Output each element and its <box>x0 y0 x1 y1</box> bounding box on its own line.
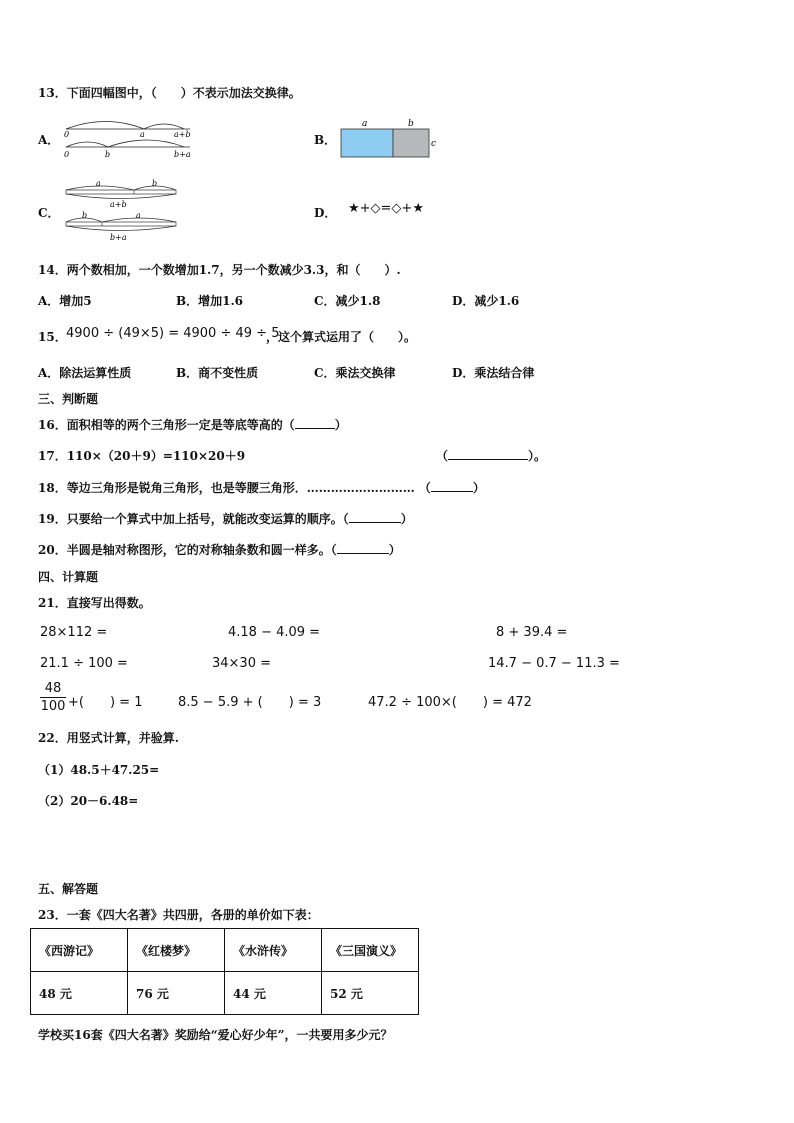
q17-answer <box>436 447 546 464</box>
fraction-denominator: 100 <box>40 699 66 714</box>
calc-item: 8.5 − 5.9 + ( ) = 3 <box>178 695 322 710</box>
label-0: 0 <box>64 130 70 139</box>
q18-text: 18．等边三角形是锐角三角形，也是等腰三角形．……………………… （ <box>38 481 431 495</box>
q22-part-2: （2）20－6.48= <box>38 794 139 808</box>
label-b: b <box>408 119 414 129</box>
q16-close: ） <box>334 418 347 432</box>
table-header-cell: 《红楼梦》 <box>128 929 225 972</box>
table-cell: 52 元 <box>322 972 419 1015</box>
star-diamond-expression: ★+◇=◇+★ <box>348 201 424 216</box>
q13-option-a-label: A． <box>38 133 60 147</box>
answer-blank[interactable] <box>349 511 401 523</box>
q18 <box>38 479 485 496</box>
q16-text: 16．面积相等的两个三角形一定是等底等高的（ <box>38 418 295 432</box>
q15-formula: 4900 ÷ (49×5) = 4900 ÷ 49 ÷ 5 <box>66 326 280 341</box>
q19-close: ） <box>400 512 413 526</box>
label-a-plus-b: a+b <box>174 130 191 139</box>
table-header-cell: 《三国演义》 <box>322 929 419 972</box>
q19-text: 19．只要给一个算式中加上括号，就能改变运算的顺序。（ <box>38 512 349 526</box>
rectangle-diagram <box>338 116 442 160</box>
table-header-cell: 《水浒传》 <box>225 929 322 972</box>
price-table <box>30 928 419 1015</box>
calc-item: 14.7 − 0.7 − 11.3 = <box>488 656 620 671</box>
calc-item: 28×112 = <box>40 625 108 640</box>
table-header-row <box>31 929 419 972</box>
answer-blank[interactable] <box>448 448 528 460</box>
label-b: b <box>152 179 158 188</box>
label-a: a <box>136 211 141 220</box>
q14-option-a: A．增加5 <box>38 294 92 308</box>
q13-option-c-label: C． <box>38 206 60 220</box>
table-cell: 76 元 <box>128 972 225 1015</box>
q13-option-b-label: B． <box>314 133 337 147</box>
label-0: 0 <box>64 150 70 159</box>
table-header-cell: 《西游记》 <box>31 929 128 972</box>
label-a: a <box>140 130 145 139</box>
segment-diagram <box>60 176 184 246</box>
q15-option-d: D．乘法结合律 <box>452 366 535 380</box>
label-a: a <box>362 119 368 129</box>
calc-item: 34×30 = <box>212 656 272 671</box>
q15-option-a: A．除法运算性质 <box>38 366 132 380</box>
label-a-plus-b: a+b <box>110 200 127 209</box>
q18-close: ） <box>472 481 485 495</box>
calc-item: 8 + 39.4 = <box>496 625 568 640</box>
q14-option-c: C．减少1.8 <box>314 294 381 308</box>
calc-item: +( ) = 1 <box>68 695 143 710</box>
table-cell: 44 元 <box>225 972 322 1015</box>
calc-item: 4.18 − 4.09 = <box>228 625 321 640</box>
label-a: a <box>96 179 101 188</box>
q17-open: （ <box>436 449 449 463</box>
q20-text: 20．半圆是轴对称图形，它的对称轴条数和圆一样多。（ <box>38 543 337 557</box>
q15-tail: ，这个算式运用了（ ）。 <box>266 330 417 344</box>
q20 <box>38 541 401 558</box>
table-cell: 48 元 <box>31 972 128 1015</box>
calc-item: 47.2 ÷ 100×( ) = 472 <box>368 695 532 710</box>
q22-stem: 22．用竖式计算，并验算. <box>38 731 179 745</box>
q20-close: ） <box>388 543 401 557</box>
label-b: b <box>82 211 88 220</box>
label-c: c <box>431 139 437 149</box>
q15-option-b: B．商不变性质 <box>176 366 259 380</box>
q15-number: 15． <box>38 330 67 344</box>
q14-option-b: B．增加1.6 <box>176 294 244 308</box>
number-line-diagram <box>60 116 200 162</box>
answer-blank[interactable] <box>431 480 473 492</box>
q17-close: ）。 <box>528 449 547 463</box>
section-heading: 四、计算题 <box>38 570 99 584</box>
q14-option-d: D．减少1.6 <box>452 294 520 308</box>
section-heading: 五、解答题 <box>38 882 99 896</box>
q21-stem: 21．直接写出得数。 <box>38 596 151 610</box>
q23-stem: 23．一套《四大名著》共四册，各册的单价如下表： <box>38 908 319 922</box>
fraction <box>40 681 66 714</box>
q22-part-1: （1）48.5＋47.25= <box>38 763 160 777</box>
q23-question: 学校买16套《四大名著》奖励给“爱心好少年”，一共要用多少元？ <box>38 1028 393 1042</box>
label-b: b <box>105 150 111 159</box>
q15-option-c: C．乘法交换律 <box>314 366 396 380</box>
label-b-plus-a: b+a <box>110 233 127 242</box>
q19 <box>38 510 413 527</box>
q17-text: 17．110×（20＋9）=110×20＋9 <box>38 449 246 463</box>
q16 <box>38 416 347 433</box>
answer-blank[interactable] <box>295 417 335 429</box>
section-heading: 三、判断题 <box>38 392 99 406</box>
calc-item: 21.1 ÷ 100 = <box>40 656 128 671</box>
q14-stem: 14．两个数相加，一个数增加1.7，另一个数减少3.3，和（ ）. <box>38 263 401 277</box>
fraction-numerator: 48 <box>44 681 62 696</box>
table-row <box>31 972 419 1015</box>
label-b-plus-a: b+a <box>174 150 191 159</box>
q13-stem: 13．下面四幅图中，（ ）不表示加法交换律。 <box>38 86 301 100</box>
answer-blank[interactable] <box>337 542 389 554</box>
q13-option-d-label: D． <box>314 206 337 220</box>
